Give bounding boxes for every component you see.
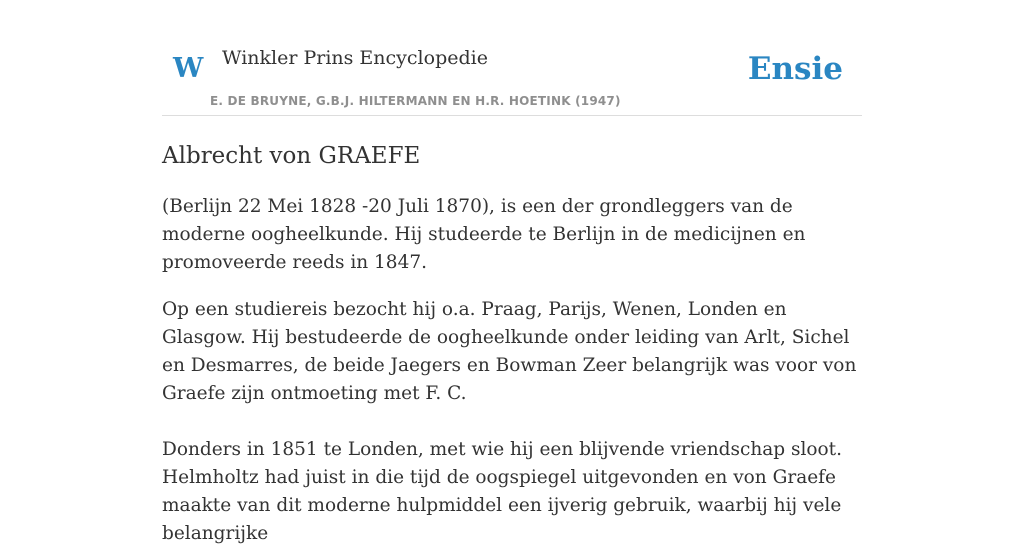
article-paragraph-1: (Berlijn 22 Mei 1828 -20 Juli 1870), is een der grondleggers van de moderne oogheelkunde. Hij studeerde te Berlijn in de medicijnen en promoveerde reeds in 1847. [162, 196, 806, 273]
winkler-prins-logo[interactable]: W [173, 53, 204, 84]
book-authors: E. DE BRUYNE, G.B.J. HILTERMANN EN H.R. HOETINK (1947) [210, 94, 621, 108]
article-paragraph-2: Op een studiereis bezocht hij o.a. Praag, Parijs, Wenen, Londen en Glasgow. Hij bestudeerde de oogheelkunde onder leiding van Arlt, Sichel en Desmarres, de beide Jaegers en Bowman Zeer belangrijk was voor von Graefe zijn ontmoeting met F. C. [162, 299, 857, 404]
page [162, 0, 862, 544]
ensie-logo[interactable]: Ensie [747, 51, 843, 87]
article-title: Albrecht von GRAEFE [162, 143, 421, 169]
article-paragraph-3: Donders in 1851 te Londen, met wie hij een blijvende vriendschap sloot. Helmholtz had juist in die tijd de oogspiegel uitgevonden en von Graefe maakte van dit moderne hulpmiddel een ijverig gebruik, waarbij hij vele belangrijke [162, 439, 843, 544]
header [162, 0, 862, 116]
book-title[interactable]: Winkler Prins Encyclopedie [222, 47, 488, 69]
